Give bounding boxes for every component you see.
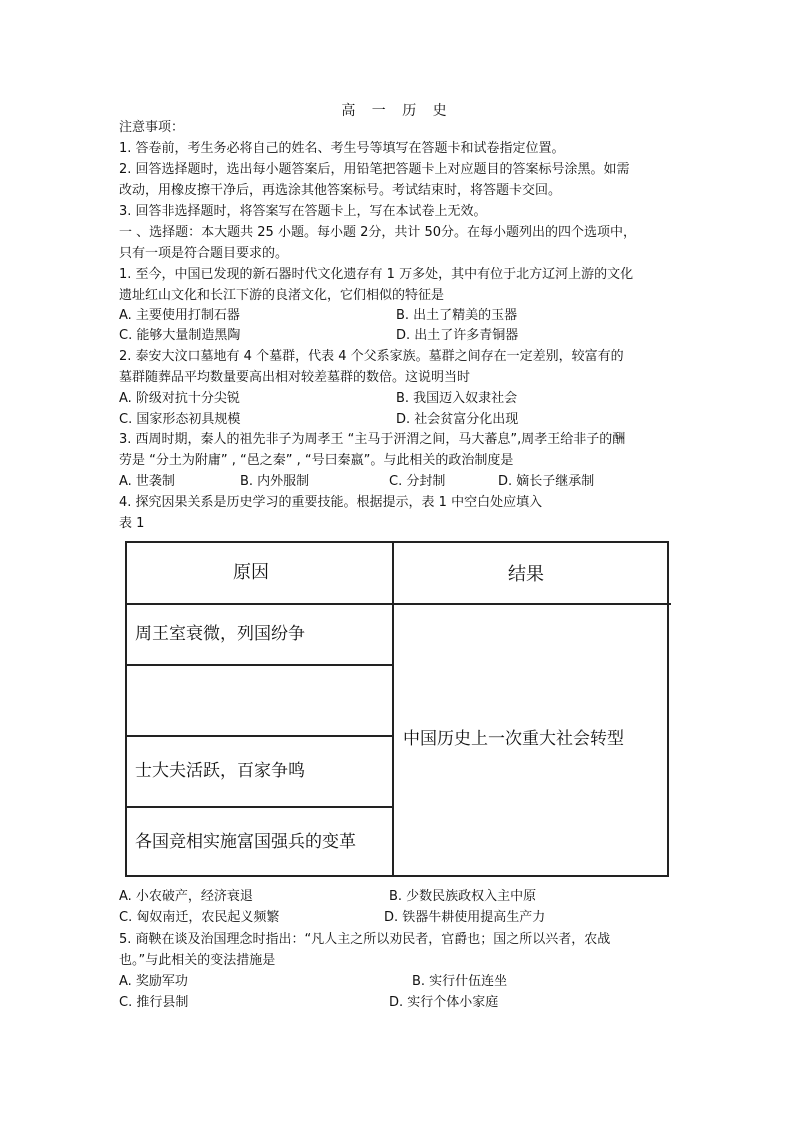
- q3-stem: 劳是 “分土为附庸” , “邑之秦” , “号曰秦嬴”。与此相关的政治制度是: [119, 453, 514, 468]
- q4-stem: 4. 探究因果关系是历史学习的重要技能。根据提示，表 1 中空白处应填入: [119, 495, 543, 510]
- q2-option-c: C. 国家形态初具规模: [119, 412, 241, 427]
- table-cause-cell: 士大夫活跃，百家争鸣: [135, 761, 305, 781]
- q2-option-b: B. 我国迈入奴隶社会: [396, 391, 518, 406]
- section-instructions: 一 、选择题：本大题共 25 小题。每小题 2分，共计 50分。在每小题列出的四个选项中，: [119, 225, 637, 240]
- table-divider: [127, 664, 392, 666]
- notice-item: 1. 答卷前，考生务必将自己的姓名、考生号等填写在答题卡和试卷指定位置。: [119, 141, 565, 156]
- table-label: 表 1: [119, 516, 145, 531]
- q5-option-d: D. 实行个体小家庭: [389, 995, 499, 1010]
- table-divider: [127, 735, 392, 737]
- q4-option-b: B. 少数民族政权入主中原: [389, 889, 537, 904]
- q2-stem: 墓群随葬品平均数量要高出相对较差墓群的数倍。这说明当时: [119, 370, 471, 385]
- q3-stem: 3. 西周时期，秦人的祖先非子为周孝王 “主马于汧渭之间，马大蕃息”,周孝王给非子的酬: [119, 432, 626, 447]
- q1-stem: 1. 至今，中国已发现的新石器时代文化遗存有 1 万多处，其中有位于北方辽河上游的文化: [119, 267, 634, 282]
- q5-stem: 也。”与此相关的变法措施是: [119, 953, 276, 968]
- notice-item: 改动，用橡皮擦干净后，再选涂其他答案标号。考试结束时，将答题卡交回。: [119, 183, 562, 198]
- table-divider: [127, 806, 392, 808]
- table-header-cause: 原因: [233, 562, 269, 583]
- table-divider: [127, 603, 671, 605]
- notice-item: 3. 回答非选择题时，将答案写在答题卡上，写在本试卷上无效。: [119, 204, 487, 219]
- q3-option-a: A. 世袭制: [119, 474, 175, 489]
- q1-stem: 遗址红山文化和长江下游的良渚文化，它们相似的特征是: [119, 288, 445, 303]
- cause-effect-table: [125, 541, 669, 877]
- table-header-result: 结果: [508, 564, 544, 585]
- q1-option-c: C. 能够大量制造黑陶: [119, 328, 241, 343]
- notice-heading: 注意事项：: [119, 120, 185, 135]
- table-cause-cell: 各国竞相实施富国强兵的变革: [135, 832, 356, 852]
- q2-option-d: D. 社会贫富分化出现: [396, 412, 519, 427]
- notice-item: 2. 回答选择题时，选出每小题答案后，用铅笔把答题卡上对应题目的答案标号涂黑。如需: [119, 162, 630, 177]
- q3-option-c: C. 分封制: [389, 474, 446, 489]
- q5-option-c: C. 推行县制: [119, 995, 189, 1010]
- q5-stem: 5. 商鞅在谈及治国理念时指出：“凡人主之所以劝民者，官爵也；国之所以兴者，农战: [119, 932, 611, 947]
- q4-option-a: A. 小农破产，经济衰退: [119, 889, 253, 904]
- q2-stem: 2. 泰安大汶口墓地有 4 个墓群，代表 4 个父系家族。墓群之间存在一定差别，较富有的: [119, 349, 624, 364]
- q1-option-d: D. 出土了许多青铜器: [396, 328, 519, 343]
- table-cause-cell: 周王室衰微，列国纷争: [135, 624, 305, 644]
- page-title: 高 一 历 史: [341, 103, 453, 119]
- q4-option-d: D. 铁器牛耕使用提高生产力: [384, 910, 546, 925]
- q1-option-b: B. 出土了精美的玉器: [396, 308, 518, 323]
- table-divider: [392, 543, 394, 875]
- q3-option-d: D. 嫡长子继承制: [498, 474, 595, 489]
- q5-option-b: B. 实行什伍连坐: [412, 974, 508, 989]
- q4-option-c: C. 匈奴南迁，农民起义频繁: [119, 910, 280, 925]
- table-result-cell: 中国历史上一次重大社会转型: [403, 729, 624, 749]
- q1-option-a: A. 主要使用打制石器: [119, 308, 240, 323]
- section-instructions: 只有一项是符合题目要求的。: [119, 246, 289, 261]
- q3-option-b: B. 内外服制: [240, 474, 310, 489]
- q5-option-a: A. 奖励军功: [119, 974, 188, 989]
- q2-option-a: A. 阶级对抗十分尖锐: [119, 391, 240, 406]
